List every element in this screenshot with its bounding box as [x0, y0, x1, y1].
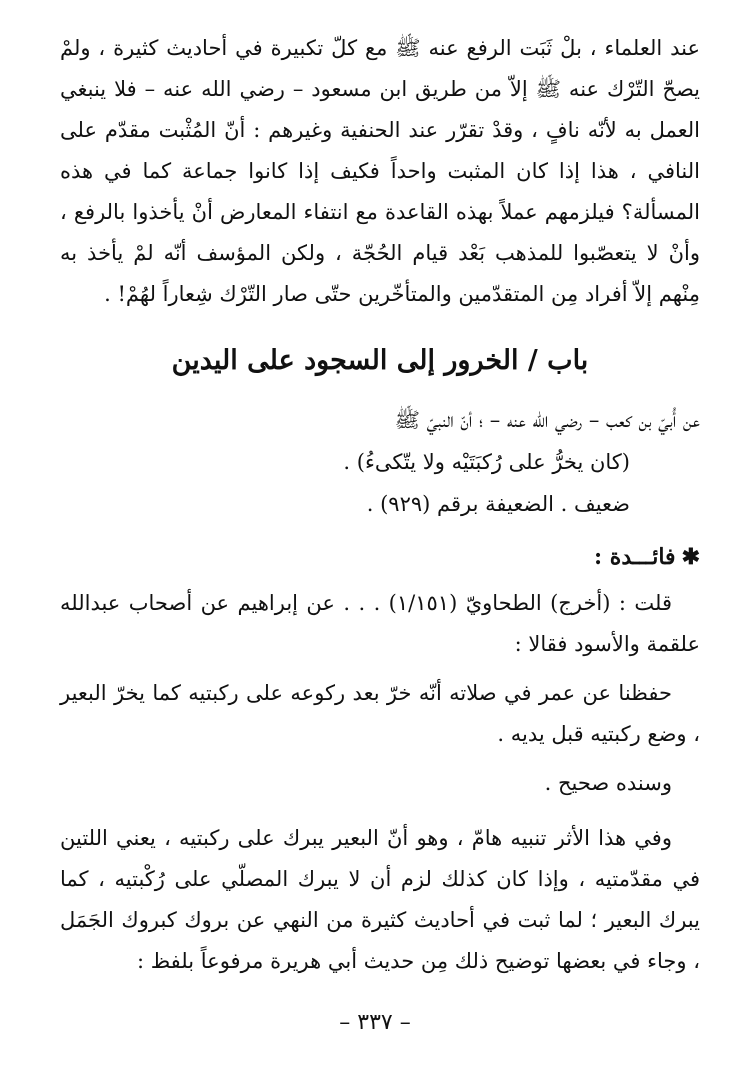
opening-paragraph: عند العلماء ، بلْ ثَبَت الرفع عنه ﷺ مع كلّ تكبيرة في أحاديث كثيرة ، ولمْ يصحّ التّرْك عنه ﷺ إلاّ من طريق ابن مسعود – رضي الله عنه – فلا ينبغي العمل به لأنّه نافٍ ، وقدْ تقرّر عند الحنفية وغيرهم : أنّ المُثْبت مقدّم على النافي ، هذا إذا كان المثبت واحداً فكيف إذا كانوا جماعة كما في هذه المسألة؟ فيلزمهم عملاً بهذه القاعدة مع انتفاء المعارض أنْ يأخذوا بالرفع ، وأنْ لا يتعصّبوا للمذهب بَعْد قيام الحُجّة ، ولكن المؤسف أنّه لمْ يأخذ به مِنْهم إلاّ أفراد مِن المتقدّمين والمتأخّرين حتّى صار التّرْك شِعاراً لهُمْ! .: [60, 36, 700, 306]
fawaid-label: فائـــدة :: [594, 544, 676, 570]
page-content: [60, 28, 700, 982]
body-paragraph-2: حفظنا عن عمر في صلاته أنّه خرّ بعد ركوعه على ركبتيه كما يخرّ البعير ، وضع ركبتيه قبل يديه .: [60, 681, 700, 746]
hadith-text: (كان يخرُّ على رُكبَتَيْه ولا يتّكىءُ) .: [343, 450, 630, 474]
body-paragraph-3: وسنده صحيح .: [544, 771, 672, 795]
star-icon: ✱: [681, 544, 700, 570]
fawaid-heading: [60, 535, 700, 579]
body-paragraph-1: قلت : (أخرج) الطحاويّ (١/١٥١) . . . عن إبراهيم عن أصحاب عبدالله علقمة والأسود فقالا :: [60, 591, 700, 656]
page-number: – ٣٣٧ –: [339, 1010, 411, 1035]
hadith-grade: ضعيف . الضعيفة برقم (٩٢٩) .: [366, 492, 630, 516]
chapter-heading: باب / الخرور إلى السجود على اليدين: [171, 345, 589, 376]
hadith-intro: عن أُبيّ بن كعب – رضي الله عنه – ؛ أنّ النبيّ ﷺ: [394, 408, 700, 432]
body-paragraph-4: وفي هذا الأثر تنبيه هامّ ، وهو أنّ البعير يبرك على ركبتيه ، يعني اللتين في مقدّمتيه ، وإذا كان كذلك لزم أن لا يبرك المصلّي على رُكْبتيه ، كما يبرك البعير ؛ لما ثبت في أحاديث كثيرة من النهي عن بروك كبروك الجَمَل ، وجاء في بعضها توضيح ذلك مِن حديث أبي هريرة مرفوعاً بلفظ :: [60, 826, 700, 973]
